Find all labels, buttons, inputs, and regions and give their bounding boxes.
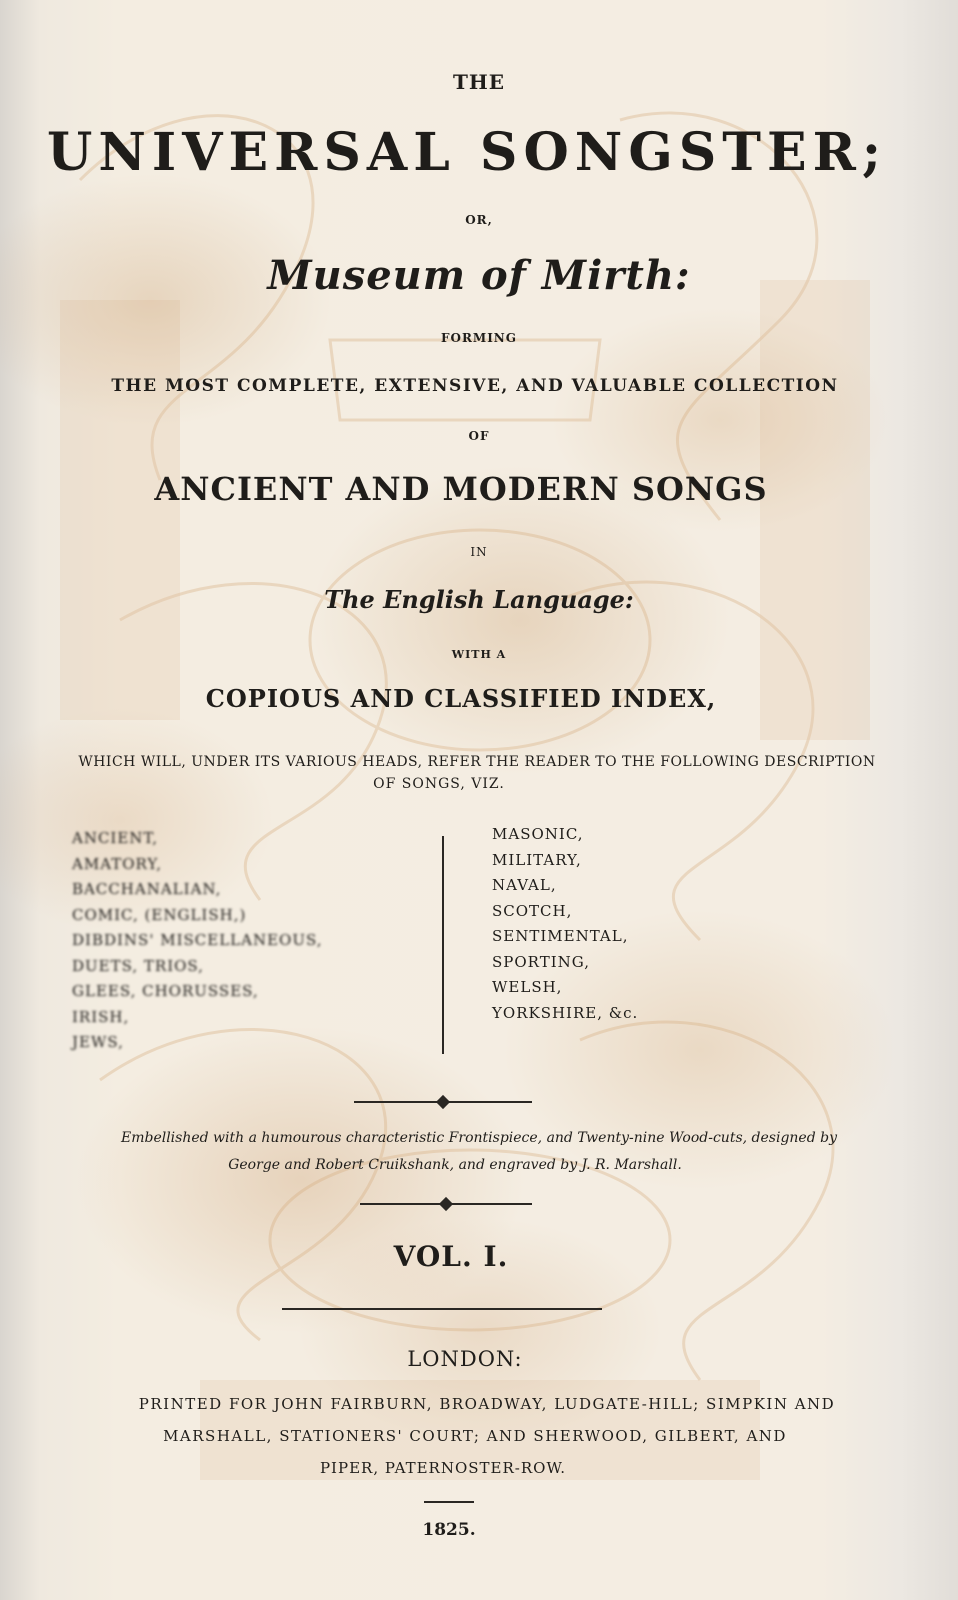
with-a-label: WITH A xyxy=(451,648,507,661)
language-line: The English Language: xyxy=(324,585,634,614)
printer-line-3: PIPER, PATERNOSTER-ROW. xyxy=(319,1459,567,1477)
column-divider xyxy=(442,836,444,1054)
songs-heading: ANCIENT AND MODERN SONGS xyxy=(154,470,768,508)
printer-line-1: PRINTED FOR JOHN FAIRBURN, BROADWAY, LUDGATE-HILL; SIMPKIN AND xyxy=(138,1395,836,1413)
category-item: DUETS, TRIOS, xyxy=(72,956,204,975)
thin-rule xyxy=(282,1308,602,1310)
category-item: SPORTING, xyxy=(492,952,590,971)
short-rule xyxy=(424,1501,474,1503)
category-item: GLEES, CHORUSSES, xyxy=(72,982,259,1000)
publication-year: 1825. xyxy=(422,1520,476,1540)
category-item: YORKSHIRE, &c. xyxy=(492,1003,639,1022)
subtitle: Museum of Mirth: xyxy=(267,252,691,299)
of-label: OF xyxy=(468,429,490,443)
embellished-line-2: George and Robert Cruikshank, and engraved by J. R. Marshall. xyxy=(228,1157,682,1173)
main-title: UNIVERSAL SONGSTER; xyxy=(46,122,888,183)
category-item: WELSH, xyxy=(492,978,563,996)
category-item: NAVAL, xyxy=(492,876,557,894)
printer-line-2: MARSHALL, STATIONERS' COURT; AND SHERWOOD, GILBERT, AND xyxy=(163,1427,787,1445)
categories-left-column xyxy=(72,826,322,1056)
embellished-line-1: Embellished with a humourous characteristic Frontispiece, and Twenty-nine Wood-cuts, designed by xyxy=(120,1130,837,1146)
category-item: JEWS, xyxy=(72,1033,124,1051)
categories-right-column xyxy=(492,822,638,1026)
category-item: IRISH, xyxy=(72,1007,130,1026)
forming-label: FORMING xyxy=(440,331,518,345)
category-item: SENTIMENTAL, xyxy=(492,927,629,945)
category-item: ANCIENT, xyxy=(72,829,159,847)
category-item: COMIC, (ENGLISH,) xyxy=(72,905,247,924)
description-line-2: OF SONGS, VIZ. xyxy=(373,776,505,792)
category-item: BACCHANALIAN, xyxy=(72,880,222,898)
collection-line: THE MOST COMPLETE, EXTENSIVE, AND VALUABLE COLLECTION xyxy=(111,376,839,396)
in-label: IN xyxy=(470,545,488,559)
city-label: LONDON: xyxy=(407,1347,523,1371)
index-heading: COPIOUS AND CLASSIFIED INDEX, xyxy=(205,684,717,713)
description-line-1: WHICH WILL, UNDER ITS VARIOUS HEADS, REFER THE READER TO THE FOLLOWING DESCRIPTION xyxy=(78,754,876,770)
volume-label: VOL. I. xyxy=(393,1240,509,1273)
title-or: OR, xyxy=(465,213,493,227)
category-item: SCOTCH, xyxy=(492,901,573,920)
category-item: MASONIC, xyxy=(492,825,584,843)
category-item: DIBDINS' MISCELLANEOUS, xyxy=(72,931,323,949)
category-item: AMATORY, xyxy=(72,854,163,873)
title-the: THE xyxy=(452,70,506,94)
category-item: MILITARY, xyxy=(492,850,582,869)
